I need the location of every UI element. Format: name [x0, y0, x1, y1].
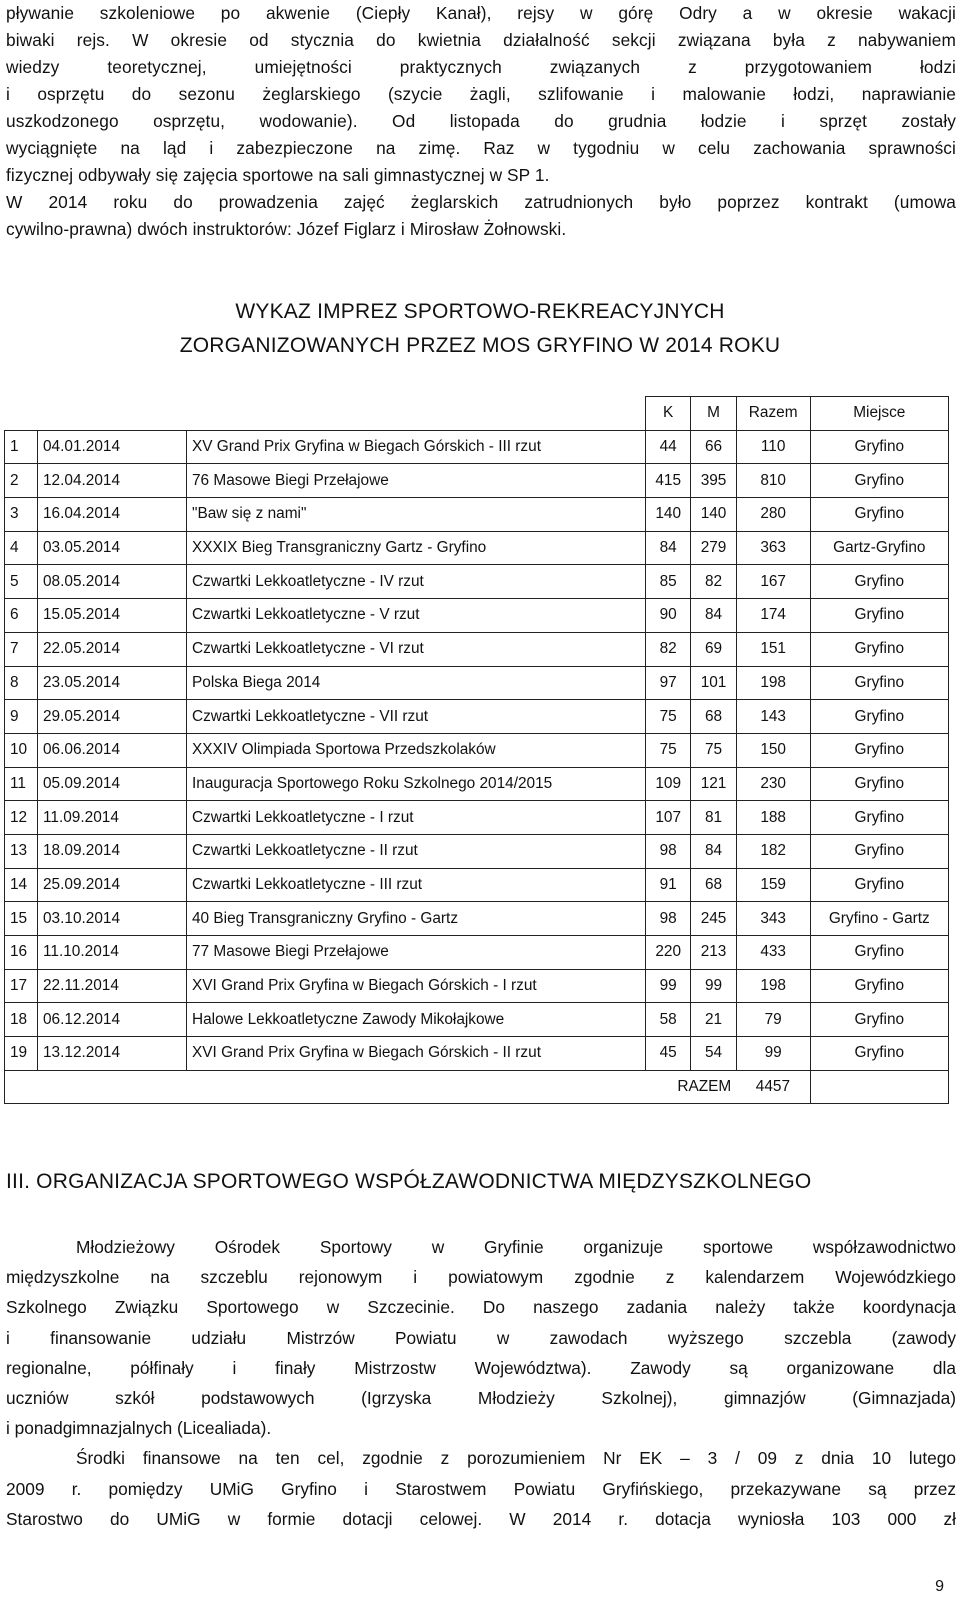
row-sum: 280	[736, 498, 810, 532]
table-header-row	[5, 397, 949, 431]
row-sum: 110	[736, 430, 810, 464]
table-row	[5, 700, 949, 734]
row-number: 10	[5, 733, 38, 767]
row-sum: 150	[736, 733, 810, 767]
table-row	[5, 733, 949, 767]
row-date: 05.09.2014	[38, 767, 187, 801]
table-total-row	[5, 1070, 949, 1104]
row-k: 140	[646, 498, 691, 532]
row-k: 98	[646, 834, 691, 868]
row-number: 19	[5, 1037, 38, 1071]
row-m: 245	[691, 902, 736, 936]
row-k: 75	[646, 733, 691, 767]
row-date: 11.09.2014	[38, 801, 187, 835]
section-line: Starostwo do UMiG w formie dotacji celowej. W 2014 r. dotacja wyniosła 103 000 zł	[6, 1508, 956, 1529]
intro-line: fizycznej odbywały się zajęcia sportowe na sali gimnastycznej w SP 1.	[6, 165, 550, 185]
table-title-line2: ZORGANIZOWANYCH PRZEZ MOS GRYFINO W 2014 ROKU	[179, 334, 781, 357]
row-sum: 159	[736, 868, 810, 902]
row-k: 75	[646, 700, 691, 734]
row-m: 75	[691, 733, 736, 767]
row-date: 03.05.2014	[38, 531, 187, 565]
row-event-name: Czwartki Lekkoatletyczne - V rzut	[187, 599, 646, 633]
section-heading: III. ORGANIZACJA SPORTOWEGO WSPÓŁZAWODNICTWA MIĘDZYSZKOLNEGO	[6, 1170, 812, 1193]
table-row	[5, 902, 949, 936]
table-title-line1: WYKAZ IMPREZ SPORTOWO-REKREACYJNYCH	[235, 300, 725, 323]
row-sum: 363	[736, 531, 810, 565]
row-place: Gryfino	[810, 834, 948, 868]
table-row	[5, 531, 949, 565]
row-date: 29.05.2014	[38, 700, 187, 734]
section-line: międzyszkolne na szczeblu rejonowym i powiatowym zgodnie z kalendarzem Wojewódzkiego	[6, 1267, 956, 1288]
row-sum: 143	[736, 700, 810, 734]
row-place: Gryfino	[810, 936, 948, 970]
row-m: 279	[691, 531, 736, 565]
table-row	[5, 666, 949, 700]
row-k: 82	[646, 632, 691, 666]
row-sum: 99	[736, 1037, 810, 1071]
row-m: 121	[691, 767, 736, 801]
row-date: 18.09.2014	[38, 834, 187, 868]
row-m: 68	[691, 700, 736, 734]
row-m: 99	[691, 969, 736, 1003]
row-sum: 198	[736, 666, 810, 700]
intro-line: wyciągnięte na ląd i zabezpieczone na zimę. Raz w tygodniu w celu zachowania sprawności	[6, 138, 956, 158]
row-m: 81	[691, 801, 736, 835]
section-line: uczniów szkół podstawowych (Igrzyska Młodzieży Szkolnej), gimnazjów (Gimnazjada)	[6, 1388, 956, 1409]
row-place: Gryfino	[810, 969, 948, 1003]
table-row	[5, 936, 949, 970]
row-date: 06.12.2014	[38, 1003, 187, 1037]
row-event-name: Czwartki Lekkoatletyczne - II rzut	[187, 834, 646, 868]
row-m: 69	[691, 632, 736, 666]
row-k: 58	[646, 1003, 691, 1037]
row-event-name: Halowe Lekkoatletyczne Zawody Mikołajkowe	[187, 1003, 646, 1037]
row-m: 213	[691, 936, 736, 970]
row-k: 98	[646, 902, 691, 936]
page-number: 9	[935, 1578, 944, 1595]
row-number: 14	[5, 868, 38, 902]
row-m: 68	[691, 868, 736, 902]
row-sum: 79	[736, 1003, 810, 1037]
row-sum: 167	[736, 565, 810, 599]
row-sum: 198	[736, 969, 810, 1003]
row-m: 66	[691, 430, 736, 464]
header-sum: Razem	[736, 397, 810, 431]
row-place: Gryfino	[810, 801, 948, 835]
row-k: 45	[646, 1037, 691, 1071]
row-k: 91	[646, 868, 691, 902]
intro-paragraph	[6, 0, 956, 243]
row-place: Gartz-Gryfino	[810, 531, 948, 565]
intro-line: wiedzy teoretycznej, umiejętności praktycznych związanych z przygotowaniem łodzi	[6, 57, 956, 77]
row-place: Gryfino	[810, 498, 948, 532]
row-sum: 433	[736, 936, 810, 970]
row-date: 12.04.2014	[38, 464, 187, 498]
row-number: 5	[5, 565, 38, 599]
table-row	[5, 599, 949, 633]
row-number: 18	[5, 1003, 38, 1037]
row-k: 97	[646, 666, 691, 700]
row-m: 82	[691, 565, 736, 599]
row-number: 12	[5, 801, 38, 835]
section-line: i finansowanie udziału Mistrzów Powiatu w zawodach wyższego szczebla (zawody	[6, 1327, 956, 1348]
intro-line: uszkodzonego osprzętu, wodowanie). Od listopada do grudnia łodzie i sprzęt zostały	[6, 111, 956, 131]
row-event-name: Czwartki Lekkoatletyczne - IV rzut	[187, 565, 646, 599]
row-number: 16	[5, 936, 38, 970]
table-row	[5, 834, 949, 868]
row-event-name: XXXIX Bieg Transgraniczny Gartz - Gryfino	[187, 531, 646, 565]
row-date: 03.10.2014	[38, 902, 187, 936]
row-k: 107	[646, 801, 691, 835]
header-m: M	[691, 397, 736, 431]
row-event-name: "Baw się z nami"	[187, 498, 646, 532]
row-place: Gryfino	[810, 1003, 948, 1037]
row-number: 9	[5, 700, 38, 734]
row-event-name: Polska Biega 2014	[187, 666, 646, 700]
row-m: 54	[691, 1037, 736, 1071]
row-m: 84	[691, 599, 736, 633]
row-number: 8	[5, 666, 38, 700]
row-k: 99	[646, 969, 691, 1003]
intro-line: i osprzętu do sezonu żeglarskiego (szycie żagli, szlifowanie i malowanie łodzi, naprawianie	[6, 84, 956, 104]
header-blank	[5, 397, 646, 431]
total-label: RAZEM	[5, 1070, 737, 1104]
table-row	[5, 868, 949, 902]
row-date: 25.09.2014	[38, 868, 187, 902]
row-date: 13.12.2014	[38, 1037, 187, 1071]
row-date: 23.05.2014	[38, 666, 187, 700]
row-event-name: XVI Grand Prix Gryfina w Biegach Górskich - II rzut	[187, 1037, 646, 1071]
row-event-name: 76 Masowe Biegi Przełajowe	[187, 464, 646, 498]
table-row	[5, 464, 949, 498]
row-event-name: XV Grand Prix Gryfina w Biegach Górskich - III rzut	[187, 430, 646, 464]
table-row	[5, 767, 949, 801]
row-k: 85	[646, 565, 691, 599]
section-line: i ponadgimnazjalnych (Licealiada).	[6, 1418, 272, 1439]
row-date: 06.06.2014	[38, 733, 187, 767]
row-m: 140	[691, 498, 736, 532]
row-number: 3	[5, 498, 38, 532]
total-blank	[810, 1070, 948, 1104]
row-place: Gryfino	[810, 430, 948, 464]
row-number: 6	[5, 599, 38, 633]
table-row	[5, 801, 949, 835]
row-number: 15	[5, 902, 38, 936]
row-k: 90	[646, 599, 691, 633]
row-place: Gryfino	[810, 733, 948, 767]
events-table	[4, 396, 949, 1104]
row-date: 15.05.2014	[38, 599, 187, 633]
row-place: Gryfino	[810, 868, 948, 902]
row-event-name: 40 Bieg Transgraniczny Gryfino - Gartz	[187, 902, 646, 936]
row-m: 395	[691, 464, 736, 498]
table-row	[5, 1003, 949, 1037]
total-value: 4457	[736, 1070, 810, 1104]
table-row	[5, 498, 949, 532]
table-row	[5, 430, 949, 464]
row-sum: 230	[736, 767, 810, 801]
row-number: 11	[5, 767, 38, 801]
table-row	[5, 969, 949, 1003]
section-line: Szkolnego Związku Sportowego w Szczecinie. Do naszego zadania należy także koordynacja	[6, 1297, 956, 1318]
row-k: 44	[646, 430, 691, 464]
row-place: Gryfino - Gartz	[810, 902, 948, 936]
row-number: 2	[5, 464, 38, 498]
row-date: 08.05.2014	[38, 565, 187, 599]
section-line: Środki finansowe na ten cel, zgodnie z porozumieniem Nr EK – 3 / 09 z dnia 10 lutego	[76, 1448, 956, 1469]
row-event-name: Czwartki Lekkoatletyczne - VI rzut	[187, 632, 646, 666]
row-date: 22.11.2014	[38, 969, 187, 1003]
intro-line: pływanie szkoleniowe po akwenie (Ciepły Kanał), rejsy w górę Odry a w okresie wakacji	[6, 3, 956, 23]
section-paragraph	[6, 1232, 956, 1534]
row-number: 7	[5, 632, 38, 666]
row-m: 21	[691, 1003, 736, 1037]
row-number: 4	[5, 531, 38, 565]
row-date: 04.01.2014	[38, 430, 187, 464]
row-m: 101	[691, 666, 736, 700]
row-sum: 174	[736, 599, 810, 633]
header-place: Miejsce	[810, 397, 948, 431]
table-body	[5, 430, 949, 1070]
row-m: 84	[691, 834, 736, 868]
row-place: Gryfino	[810, 1037, 948, 1071]
section-line: Młodzieżowy Ośrodek Sportowy w Gryfinie organizuje sportowe współzawodnictwo	[76, 1237, 956, 1257]
row-date: 22.05.2014	[38, 632, 187, 666]
table-row	[5, 565, 949, 599]
row-date: 16.04.2014	[38, 498, 187, 532]
row-place: Gryfino	[810, 700, 948, 734]
row-place: Gryfino	[810, 767, 948, 801]
row-number: 1	[5, 430, 38, 464]
row-event-name: Inauguracja Sportowego Roku Szkolnego 2014/2015	[187, 767, 646, 801]
table-row	[5, 632, 949, 666]
section-line: regionalne, półfinały i finały Mistrzostw Województwa). Zawody są organizowane dla	[6, 1357, 956, 1378]
row-place: Gryfino	[810, 666, 948, 700]
row-place: Gryfino	[810, 632, 948, 666]
table-row	[5, 1037, 949, 1071]
intro-line: W 2014 roku do prowadzenia zajęć żeglarskich zatrudnionych było poprzez kontrakt (umowa	[6, 192, 956, 212]
row-event-name: 77 Masowe Biegi Przełajowe	[187, 936, 646, 970]
row-k: 84	[646, 531, 691, 565]
row-k: 220	[646, 936, 691, 970]
row-k: 415	[646, 464, 691, 498]
row-date: 11.10.2014	[38, 936, 187, 970]
row-place: Gryfino	[810, 599, 948, 633]
row-event-name: Czwartki Lekkoatletyczne - VII rzut	[187, 700, 646, 734]
row-event-name: XVI Grand Prix Gryfina w Biegach Górskich - I rzut	[187, 969, 646, 1003]
intro-line: biwaki rejs. W okresie od stycznia do kwietnia działalność sekcji związana była z nabywaniem	[6, 30, 956, 50]
row-k: 109	[646, 767, 691, 801]
row-sum: 188	[736, 801, 810, 835]
row-event-name: XXXIV Olimpiada Sportowa Przedszkolaków	[187, 733, 646, 767]
section-line: 2009 r. pomiędzy UMiG Gryfino i Starostwem Powiatu Gryfińskiego, przekazywane są przez	[6, 1478, 956, 1499]
header-k: K	[646, 397, 691, 431]
row-place: Gryfino	[810, 464, 948, 498]
row-number: 13	[5, 834, 38, 868]
row-sum: 343	[736, 902, 810, 936]
row-sum: 151	[736, 632, 810, 666]
row-sum: 810	[736, 464, 810, 498]
row-event-name: Czwartki Lekkoatletyczne - III rzut	[187, 868, 646, 902]
row-number: 17	[5, 969, 38, 1003]
row-place: Gryfino	[810, 565, 948, 599]
intro-line: cywilno-prawna) dwóch instruktorów: Józef Figlarz i Mirosław Żołnowski.	[6, 219, 567, 239]
row-event-name: Czwartki Lekkoatletyczne - I rzut	[187, 801, 646, 835]
row-sum: 182	[736, 834, 810, 868]
